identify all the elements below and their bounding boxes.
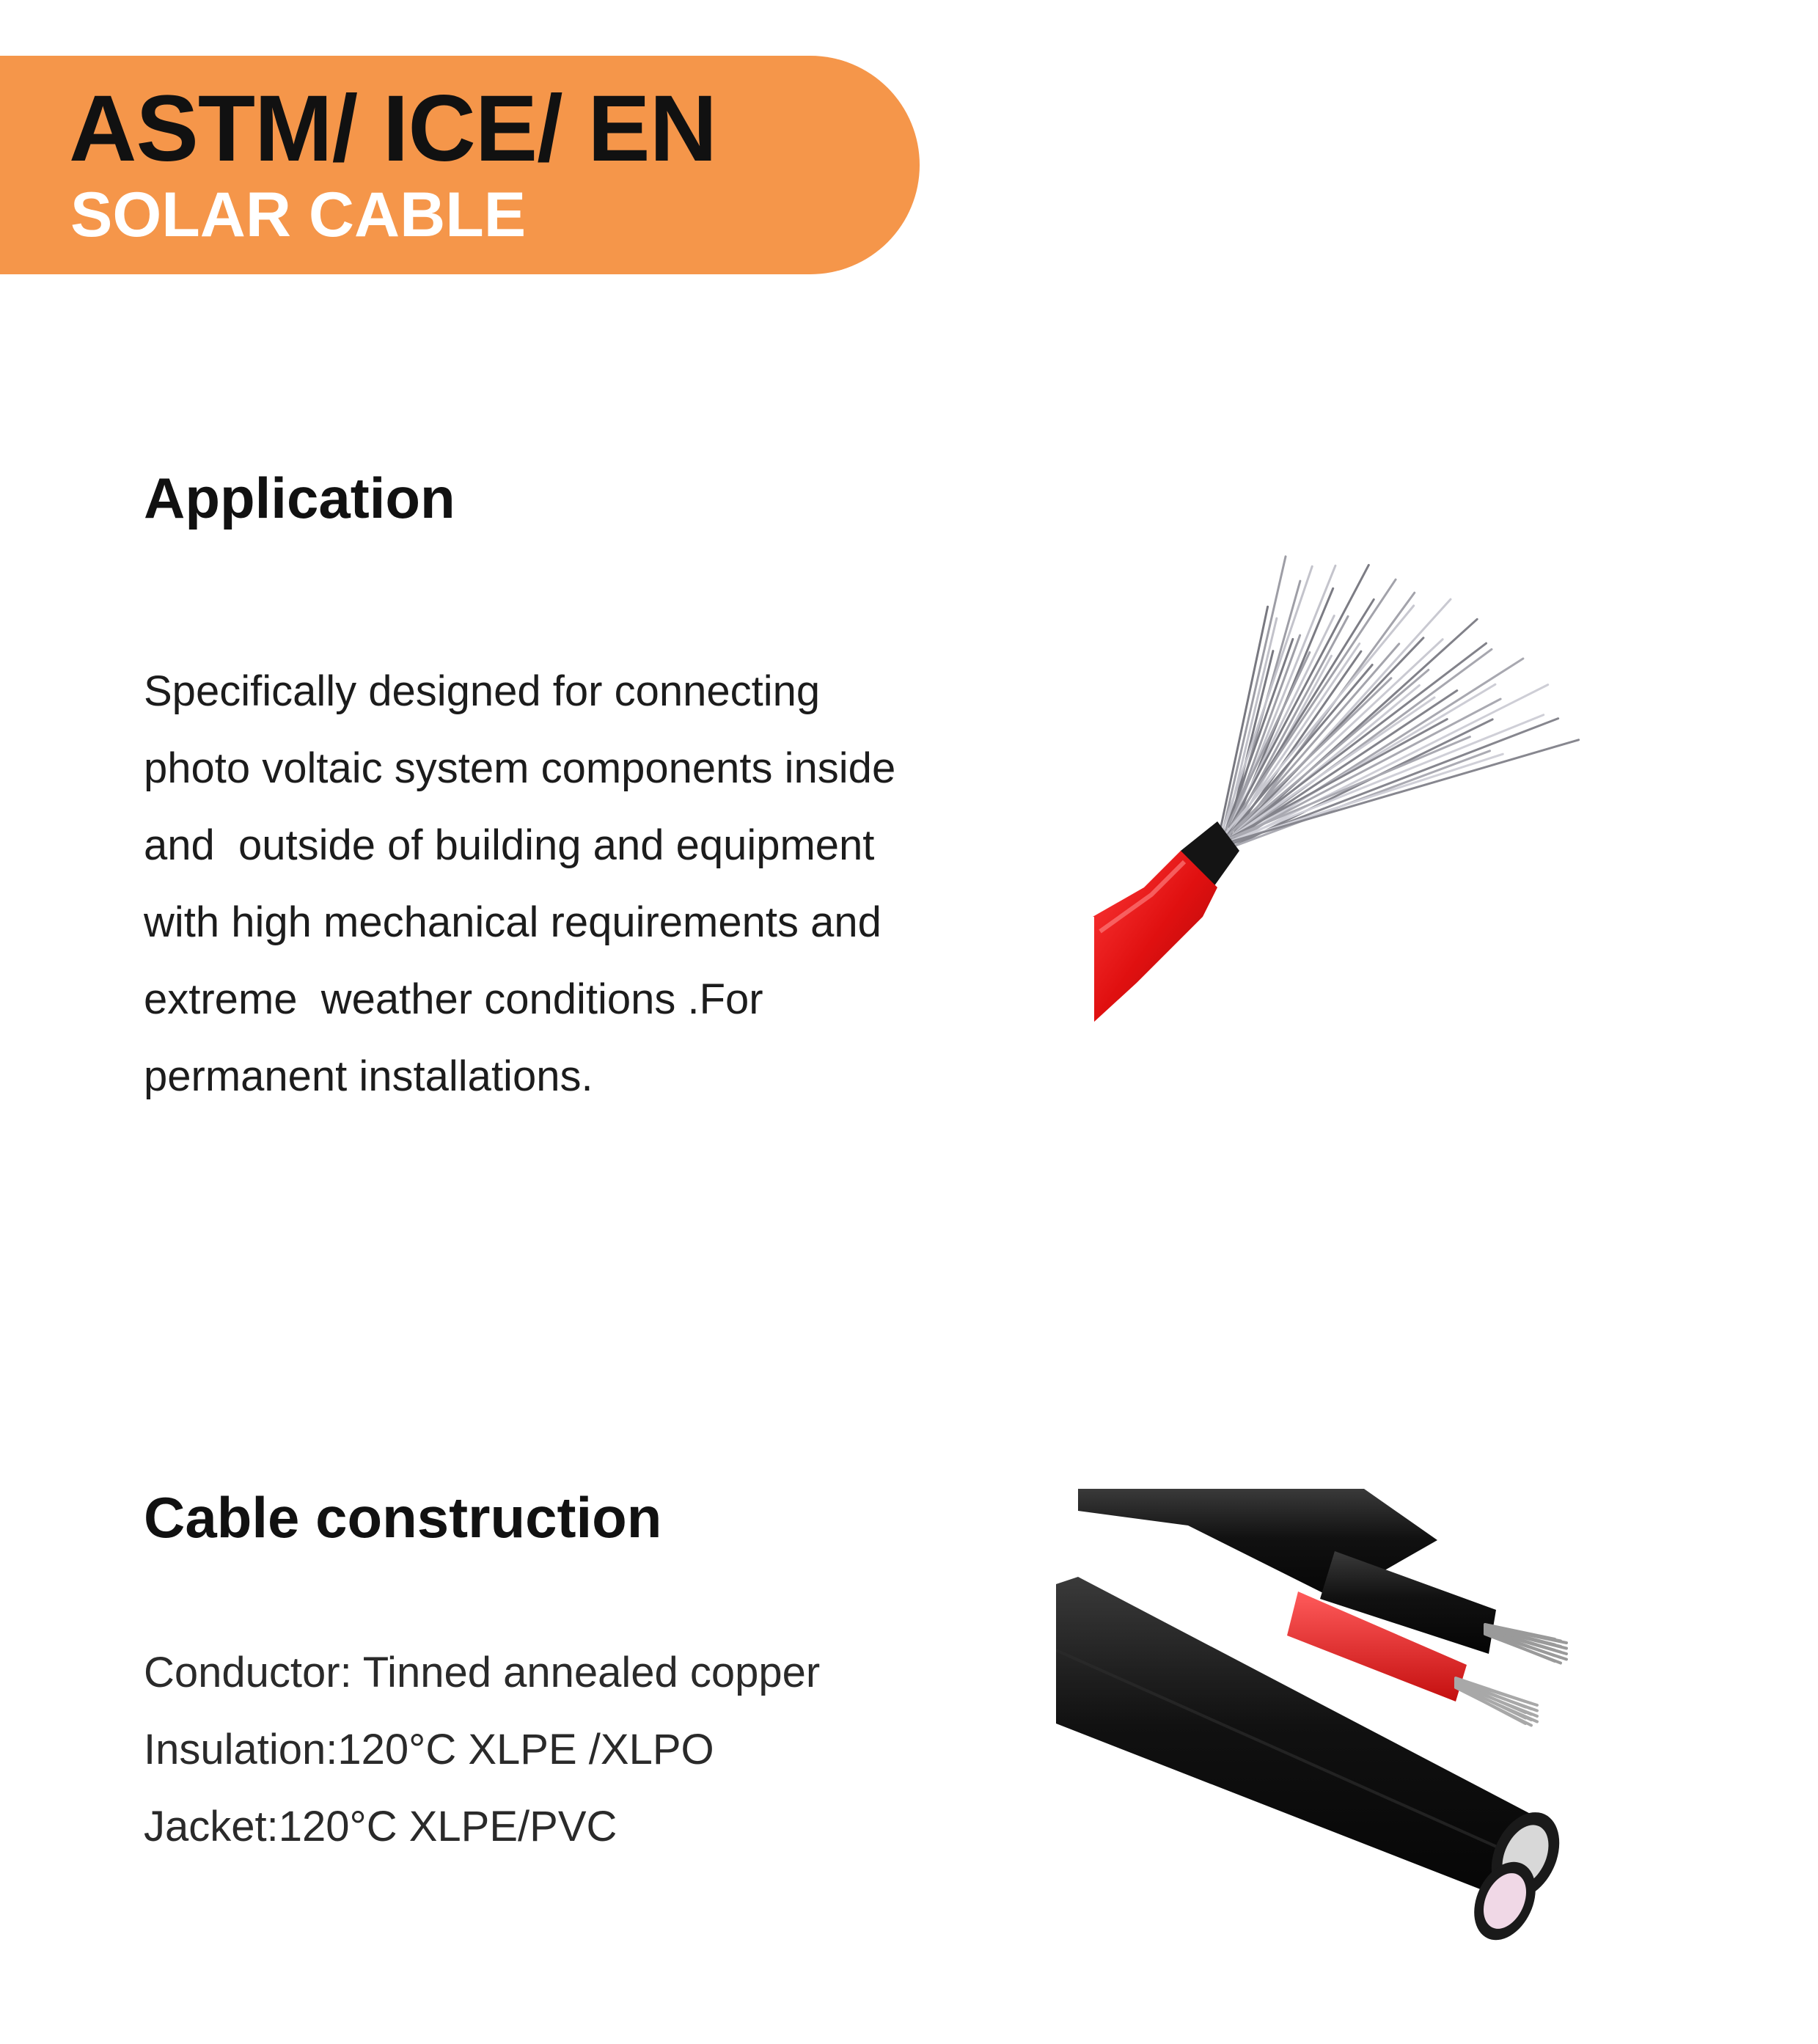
construction-list [144, 1634, 1024, 1865]
application-line: extreme weather conditions .For [144, 975, 763, 1023]
construction-item-insulation: Insulation:120°C XLPE /XLPO [144, 1726, 714, 1773]
construction-item-conductor: Conductor: Tinned annealed copper [144, 1649, 821, 1696]
application-text [144, 653, 1009, 1115]
page-subtitle: SOLAR CABLE [70, 180, 527, 250]
construction-item-jacket: Jacket:120°C XLPE/PVC [144, 1803, 617, 1850]
application-line: Specifically designed for connecting [144, 667, 821, 715]
application-line: with high mechanical requirements and [144, 898, 881, 946]
page-title: ASTM/ ICE/ EN [69, 76, 717, 181]
application-line: and outside of building and equipment [144, 821, 875, 869]
red-cable-image [1093, 506, 1621, 1034]
construction-heading: Cable construction [144, 1485, 662, 1550]
application-heading: Application [144, 466, 455, 530]
application-line: permanent installations. [144, 1052, 593, 1100]
application-line: photo voltaic system components inside [144, 744, 896, 792]
black-cable-image [1056, 1481, 1628, 1951]
